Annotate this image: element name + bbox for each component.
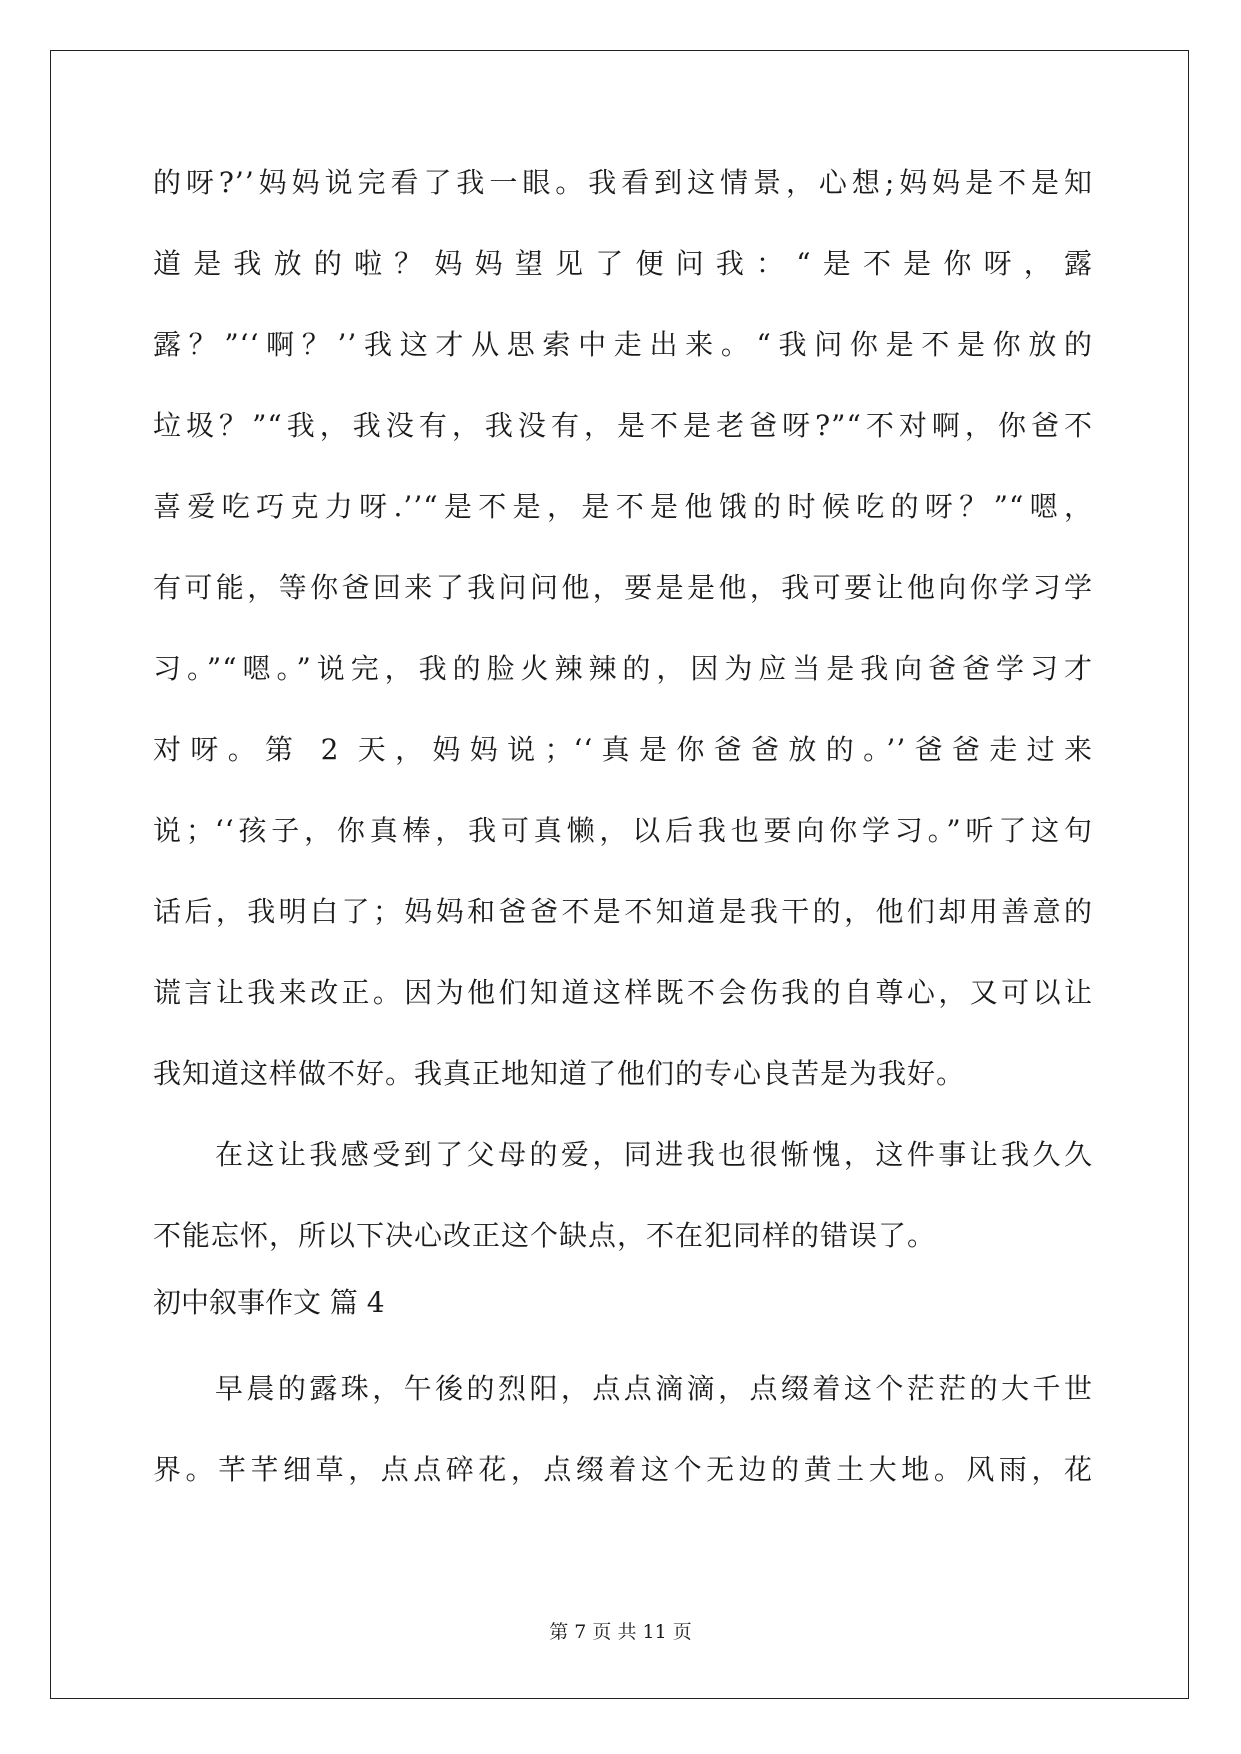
text-line: 习。”“嗯。”说完，我的脸火辣辣的，因为应当是我向爸爸学习才: [153, 652, 1093, 685]
page-number-footer: 第 7 页 共 11 页: [549, 1621, 692, 1643]
text-line: 早晨的露珠，午後的烈阳，点点滴滴，点缀着这个茫茫的大千世: [215, 1372, 1093, 1405]
text-line: 喜爱吃巧克力呀.’’“是不是，是不是他饿的时候吃的呀？”“嗯，: [153, 490, 1093, 523]
text-line: 有可能，等你爸回来了我问问他，要是是他，我可要让他向你学习学: [153, 571, 1093, 604]
text-line: 在这让我感受到了父母的爱，同进我也很惭愧，这件事让我久久: [215, 1138, 1093, 1171]
text-line: 不能忘怀，所以下决心改正这个缺点，不在犯同样的错误了。: [153, 1219, 937, 1252]
text-line: 垃圾？”“我，我没有，我没有，是不是老爸呀?”“不对啊，你爸不: [153, 409, 1093, 442]
text-line: 露？”‘‘啊？’’我这才从思索中走出来。“我问你是不是你放的: [153, 328, 1093, 361]
text-line: 道是我放的啦？妈妈望见了便问我：“是不是你呀，露: [153, 247, 1093, 280]
text-line: 我知道这样做不好。我真正地知道了他们的专心良苦是为我好。: [153, 1057, 966, 1090]
text-line: 说；‘‘孩子，你真棒，我可真懒，以后我也要向你学习。”听了这句: [153, 814, 1093, 847]
section-heading: 初中叙事作文 篇 4: [153, 1286, 385, 1319]
text-line: 对呀。第 2 天，妈妈说；‘‘真是你爸爸放的。’’爸爸走过来: [153, 733, 1093, 766]
text-line: 谎言让我来改正。因为他们知道这样既不会伤我的自尊心，又可以让: [153, 976, 1093, 1009]
text-line: 界。芊芊细草，点点碎花，点缀着这个无边的黄土大地。风雨，花: [153, 1453, 1093, 1486]
document-body: [153, 163, 1093, 1531]
text-line: 的呀?’’妈妈说完看了我一眼。我看到这情景，心想;妈妈是不是知: [153, 166, 1093, 199]
text-line: 话后，我明白了；妈妈和爸爸不是不知道是我干的，他们却用善意的: [153, 895, 1093, 928]
